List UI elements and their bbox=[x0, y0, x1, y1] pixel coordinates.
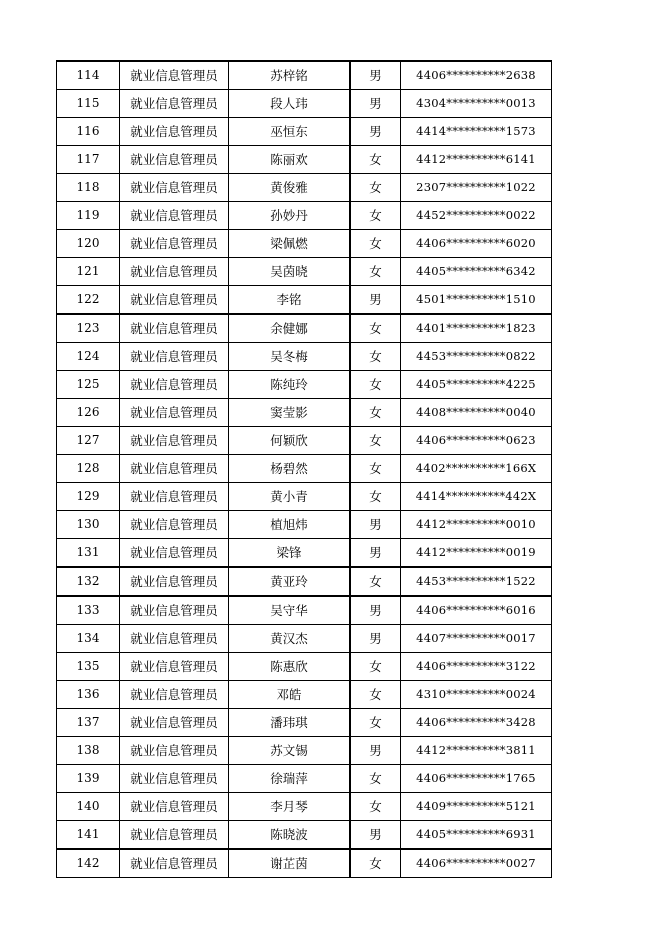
table-row bbox=[57, 849, 552, 878]
name-cell: 段人玮 bbox=[229, 90, 351, 118]
id-number-cell: 4452**********0022 bbox=[401, 202, 552, 230]
position-cell: 就业信息管理员 bbox=[120, 567, 229, 596]
table-row bbox=[57, 202, 552, 230]
position-cell: 就业信息管理员 bbox=[120, 455, 229, 483]
name-cell: 梁锋 bbox=[229, 539, 351, 568]
row-number-cell: 115 bbox=[57, 90, 120, 118]
gender-cell: 女 bbox=[350, 258, 401, 286]
row-number-cell: 123 bbox=[57, 314, 120, 343]
name-cell: 陈丽欢 bbox=[229, 146, 351, 174]
gender-cell: 女 bbox=[350, 483, 401, 511]
row-number-cell: 139 bbox=[57, 765, 120, 793]
id-number-cell: 4406**********0027 bbox=[401, 849, 552, 878]
id-number-cell: 4402**********166X bbox=[401, 455, 552, 483]
table-row bbox=[57, 61, 552, 90]
position-cell: 就业信息管理员 bbox=[120, 681, 229, 709]
table-row bbox=[57, 821, 552, 850]
row-number-cell: 121 bbox=[57, 258, 120, 286]
gender-cell: 男 bbox=[350, 90, 401, 118]
id-number-cell: 4453**********1522 bbox=[401, 567, 552, 596]
table-row bbox=[57, 427, 552, 455]
name-cell: 潘玮琪 bbox=[229, 709, 351, 737]
gender-cell: 男 bbox=[350, 118, 401, 146]
gender-cell: 女 bbox=[350, 230, 401, 258]
position-cell: 就业信息管理员 bbox=[120, 343, 229, 371]
position-cell: 就业信息管理员 bbox=[120, 596, 229, 625]
row-number-cell: 122 bbox=[57, 286, 120, 315]
row-number-cell: 141 bbox=[57, 821, 120, 850]
position-cell: 就业信息管理员 bbox=[120, 399, 229, 427]
id-number-cell: 4405**********6342 bbox=[401, 258, 552, 286]
table-row bbox=[57, 511, 552, 539]
row-number-cell: 114 bbox=[57, 61, 120, 90]
name-cell: 巫恒东 bbox=[229, 118, 351, 146]
name-cell: 徐瑞萍 bbox=[229, 765, 351, 793]
gender-cell: 女 bbox=[350, 314, 401, 343]
id-number-cell: 4414**********1573 bbox=[401, 118, 552, 146]
table-row bbox=[57, 596, 552, 625]
row-number-cell: 134 bbox=[57, 625, 120, 653]
gender-cell: 男 bbox=[350, 61, 401, 90]
position-cell: 就业信息管理员 bbox=[120, 653, 229, 681]
position-cell: 就业信息管理员 bbox=[120, 427, 229, 455]
spreadsheet bbox=[56, 60, 552, 878]
id-number-cell: 4501**********1510 bbox=[401, 286, 552, 315]
position-cell: 就业信息管理员 bbox=[120, 202, 229, 230]
gender-cell: 男 bbox=[350, 511, 401, 539]
table-row bbox=[57, 258, 552, 286]
table-row bbox=[57, 625, 552, 653]
gender-cell: 女 bbox=[350, 427, 401, 455]
table-row bbox=[57, 483, 552, 511]
id-number-cell: 4406**********2638 bbox=[401, 61, 552, 90]
gender-cell: 女 bbox=[350, 371, 401, 399]
row-number-cell: 118 bbox=[57, 174, 120, 202]
id-number-cell: 4406**********6016 bbox=[401, 596, 552, 625]
id-number-cell: 4412**********0019 bbox=[401, 539, 552, 568]
table-row bbox=[57, 399, 552, 427]
position-cell: 就业信息管理员 bbox=[120, 849, 229, 878]
position-cell: 就业信息管理员 bbox=[120, 539, 229, 568]
name-cell: 黄汉杰 bbox=[229, 625, 351, 653]
position-cell: 就业信息管理员 bbox=[120, 146, 229, 174]
id-number-cell: 4405**********4225 bbox=[401, 371, 552, 399]
gender-cell: 女 bbox=[350, 793, 401, 821]
position-cell: 就业信息管理员 bbox=[120, 737, 229, 765]
table-row bbox=[57, 765, 552, 793]
table-row bbox=[57, 286, 552, 315]
gender-cell: 女 bbox=[350, 399, 401, 427]
gender-cell: 男 bbox=[350, 625, 401, 653]
name-cell: 孙妙丹 bbox=[229, 202, 351, 230]
row-number-cell: 142 bbox=[57, 849, 120, 878]
id-number-cell: 4408**********0040 bbox=[401, 399, 552, 427]
row-number-cell: 128 bbox=[57, 455, 120, 483]
name-cell: 杨碧然 bbox=[229, 455, 351, 483]
table-row bbox=[57, 709, 552, 737]
name-cell: 黄亚玲 bbox=[229, 567, 351, 596]
row-number-cell: 131 bbox=[57, 539, 120, 568]
row-number-cell: 120 bbox=[57, 230, 120, 258]
table-row bbox=[57, 455, 552, 483]
table-row bbox=[57, 371, 552, 399]
id-number-cell: 4412**********3811 bbox=[401, 737, 552, 765]
row-number-cell: 132 bbox=[57, 567, 120, 596]
row-number-cell: 130 bbox=[57, 511, 120, 539]
table-row bbox=[57, 737, 552, 765]
id-number-cell: 4310**********0024 bbox=[401, 681, 552, 709]
position-cell: 就业信息管理员 bbox=[120, 709, 229, 737]
id-number-cell: 4453**********0822 bbox=[401, 343, 552, 371]
row-number-cell: 125 bbox=[57, 371, 120, 399]
row-number-cell: 126 bbox=[57, 399, 120, 427]
row-number-cell: 137 bbox=[57, 709, 120, 737]
gender-cell: 女 bbox=[350, 202, 401, 230]
id-number-cell: 4401**********1823 bbox=[401, 314, 552, 343]
row-number-cell: 129 bbox=[57, 483, 120, 511]
name-cell: 李月琴 bbox=[229, 793, 351, 821]
id-number-cell: 4414**********442X bbox=[401, 483, 552, 511]
table-row bbox=[57, 653, 552, 681]
name-cell: 苏梓铭 bbox=[229, 61, 351, 90]
gender-cell: 女 bbox=[350, 765, 401, 793]
position-cell: 就业信息管理员 bbox=[120, 118, 229, 146]
table-row bbox=[57, 681, 552, 709]
name-cell: 陈纯玲 bbox=[229, 371, 351, 399]
name-cell: 何颖欣 bbox=[229, 427, 351, 455]
table-row bbox=[57, 567, 552, 596]
position-cell: 就业信息管理员 bbox=[120, 793, 229, 821]
id-number-cell: 4406**********0623 bbox=[401, 427, 552, 455]
gender-cell: 男 bbox=[350, 539, 401, 568]
table-row bbox=[57, 90, 552, 118]
gender-cell: 女 bbox=[350, 849, 401, 878]
name-cell: 谢芷茵 bbox=[229, 849, 351, 878]
name-cell: 吴茵晓 bbox=[229, 258, 351, 286]
table-row bbox=[57, 539, 552, 568]
table-body bbox=[57, 61, 552, 878]
position-cell: 就业信息管理员 bbox=[120, 61, 229, 90]
table-row bbox=[57, 793, 552, 821]
name-cell: 梁佩燃 bbox=[229, 230, 351, 258]
row-number-cell: 140 bbox=[57, 793, 120, 821]
row-number-cell: 136 bbox=[57, 681, 120, 709]
position-cell: 就业信息管理员 bbox=[120, 511, 229, 539]
id-number-cell: 4405**********6931 bbox=[401, 821, 552, 850]
id-number-cell: 4406**********1765 bbox=[401, 765, 552, 793]
id-number-cell: 4406**********3122 bbox=[401, 653, 552, 681]
row-number-cell: 116 bbox=[57, 118, 120, 146]
gender-cell: 女 bbox=[350, 146, 401, 174]
table-row bbox=[57, 230, 552, 258]
name-cell: 陈晓波 bbox=[229, 821, 351, 850]
position-cell: 就业信息管理员 bbox=[120, 230, 229, 258]
row-number-cell: 135 bbox=[57, 653, 120, 681]
gender-cell: 女 bbox=[350, 709, 401, 737]
position-cell: 就业信息管理员 bbox=[120, 371, 229, 399]
gender-cell: 女 bbox=[350, 681, 401, 709]
gender-cell: 女 bbox=[350, 653, 401, 681]
id-number-cell: 4412**********0010 bbox=[401, 511, 552, 539]
id-number-cell: 4412**********6141 bbox=[401, 146, 552, 174]
name-cell: 吴冬梅 bbox=[229, 343, 351, 371]
position-cell: 就业信息管理员 bbox=[120, 821, 229, 850]
position-cell: 就业信息管理员 bbox=[120, 90, 229, 118]
row-number-cell: 127 bbox=[57, 427, 120, 455]
table-row bbox=[57, 314, 552, 343]
position-cell: 就业信息管理员 bbox=[120, 174, 229, 202]
id-number-cell: 4409**********5121 bbox=[401, 793, 552, 821]
name-cell: 余健娜 bbox=[229, 314, 351, 343]
gender-cell: 女 bbox=[350, 343, 401, 371]
position-cell: 就业信息管理员 bbox=[120, 625, 229, 653]
id-number-cell: 4406**********6020 bbox=[401, 230, 552, 258]
gender-cell: 女 bbox=[350, 567, 401, 596]
gender-cell: 男 bbox=[350, 286, 401, 315]
name-cell: 苏文锡 bbox=[229, 737, 351, 765]
position-cell: 就业信息管理员 bbox=[120, 258, 229, 286]
name-cell: 植旭炜 bbox=[229, 511, 351, 539]
gender-cell: 男 bbox=[350, 596, 401, 625]
id-number-cell: 4406**********3428 bbox=[401, 709, 552, 737]
row-number-cell: 138 bbox=[57, 737, 120, 765]
id-number-cell: 2307**********1022 bbox=[401, 174, 552, 202]
position-cell: 就业信息管理员 bbox=[120, 483, 229, 511]
gender-cell: 女 bbox=[350, 174, 401, 202]
gender-cell: 女 bbox=[350, 455, 401, 483]
name-cell: 黄俊雅 bbox=[229, 174, 351, 202]
id-number-cell: 4304**********0013 bbox=[401, 90, 552, 118]
table-row bbox=[57, 146, 552, 174]
name-cell: 陈惠欣 bbox=[229, 653, 351, 681]
name-cell: 吴守华 bbox=[229, 596, 351, 625]
position-cell: 就业信息管理员 bbox=[120, 314, 229, 343]
table-row bbox=[57, 118, 552, 146]
name-cell: 黄小青 bbox=[229, 483, 351, 511]
name-cell: 窦莹影 bbox=[229, 399, 351, 427]
row-number-cell: 117 bbox=[57, 146, 120, 174]
table-row bbox=[57, 174, 552, 202]
position-cell: 就业信息管理员 bbox=[120, 286, 229, 315]
personnel-table bbox=[56, 60, 552, 878]
row-number-cell: 133 bbox=[57, 596, 120, 625]
position-cell: 就业信息管理员 bbox=[120, 765, 229, 793]
gender-cell: 男 bbox=[350, 737, 401, 765]
gender-cell: 男 bbox=[350, 821, 401, 850]
row-number-cell: 124 bbox=[57, 343, 120, 371]
table-row bbox=[57, 343, 552, 371]
name-cell: 邓皓 bbox=[229, 681, 351, 709]
row-number-cell: 119 bbox=[57, 202, 120, 230]
id-number-cell: 4407**********0017 bbox=[401, 625, 552, 653]
name-cell: 李铭 bbox=[229, 286, 351, 315]
